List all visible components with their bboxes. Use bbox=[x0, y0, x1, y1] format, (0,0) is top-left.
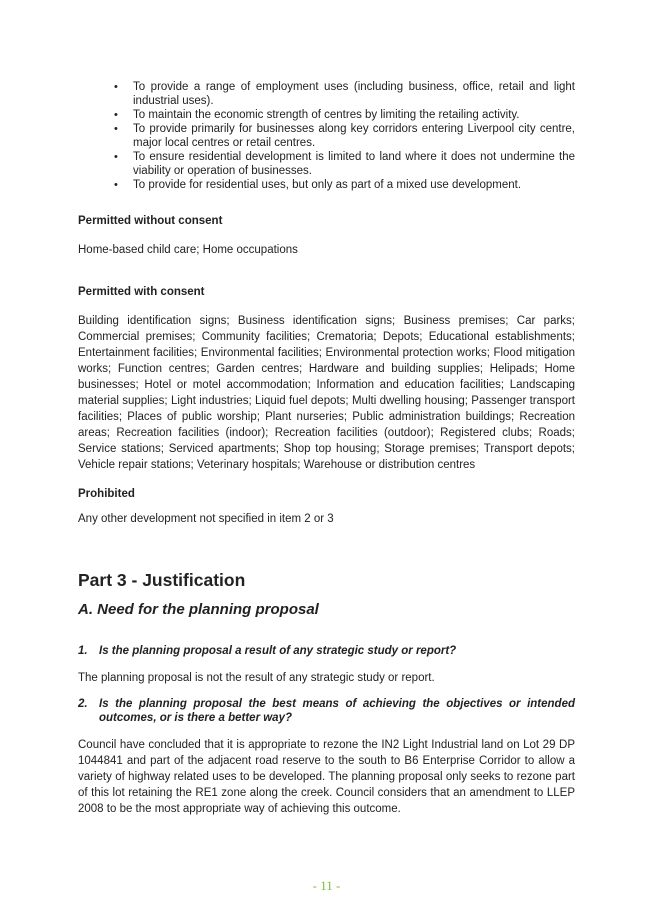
question-text: Is the planning proposal a result of any strategic study or report? bbox=[99, 645, 457, 657]
permitted-with-consent-text: Building identification signs; Business identification signs; Business premises; Car parks; Commercial premises; Community facilities; Crematoria; Depots; Educational establishments; Entertainment facilities; Environmental facilities; Environmental protection works; Flood mitigation works; Function centres; Garden centres; Hardware and building supplies; Helipads; Home businesses; Hotel or motel accommodation; Information and education facilities; Landscaping material supplies; Light industries; Liquid fuel depots; Multi dwelling housing; Passenger transport facilities; Places of public worship; Plant nurseries; Public administration buildings; Recreation areas; Recreation facilities (indoor); Recreation facilities (outdoor); Registered clubs; Roads; Service stations; Serviced apartments; Shop top housing; Storage premises; Transport depots; Vehicle repair stations; Veterinary hospitals; Warehouse or distribution centres bbox=[78, 315, 575, 471]
permitted-without-consent-text: Home-based child care; Home occupations bbox=[78, 244, 298, 256]
permitted-with-consent-heading: Permitted with consent bbox=[78, 286, 205, 298]
objective-item: • To provide a range of employment uses (including business, office, retail and light industrial uses). bbox=[133, 80, 575, 108]
objective-item: • To maintain the economic strength of centres by limiting the retailing activity. bbox=[133, 108, 575, 122]
objective-item: • To provide primarily for businesses along key corridors entering Liverpool city centre, major local centres or retail centres. bbox=[133, 122, 575, 150]
answer-2: Council have concluded that it is appropriate to rezone the IN2 Light Industrial land on Lot 29 DP 1044841 and part of the adjacent road reserve to the south to B6 Enterprise Corridor to allow a variety of highway related uses to be developed. The planning proposal only seeks to rezone part of this lot retaining the RE1 zone along the creek. Council considers that an amendment to LLEP 2008 to be the most appropriate way of achieving this outcome. bbox=[78, 739, 575, 815]
part-title: Part 3 - Justification bbox=[78, 570, 246, 590]
question-text: Is the planning proposal the best means of achieving the objectives or intended outcomes, or is there a better way? bbox=[99, 698, 575, 724]
question-number: 1. bbox=[78, 645, 88, 657]
objectives-list bbox=[78, 80, 575, 192]
objective-item: • To ensure residential development is limited to land where it does not undermine the viability or operation of businesses. bbox=[133, 150, 575, 178]
permitted-without-consent-heading: Permitted without consent bbox=[78, 215, 223, 227]
objective-item: • To provide for residential uses, but only as part of a mixed use development. bbox=[133, 178, 575, 192]
page-number: - 11 - bbox=[312, 878, 341, 893]
question-1 bbox=[78, 644, 575, 658]
prohibited-text: Any other development not specified in item 2 or 3 bbox=[78, 513, 334, 525]
answer-1: The planning proposal is not the result of any strategic study or report. bbox=[78, 672, 435, 684]
document-page bbox=[78, 78, 575, 817]
question-number: 2. bbox=[78, 698, 88, 710]
section-title: A. Need for the planning proposal bbox=[78, 601, 319, 618]
prohibited-heading: Prohibited bbox=[78, 488, 135, 500]
question-2 bbox=[78, 697, 575, 725]
